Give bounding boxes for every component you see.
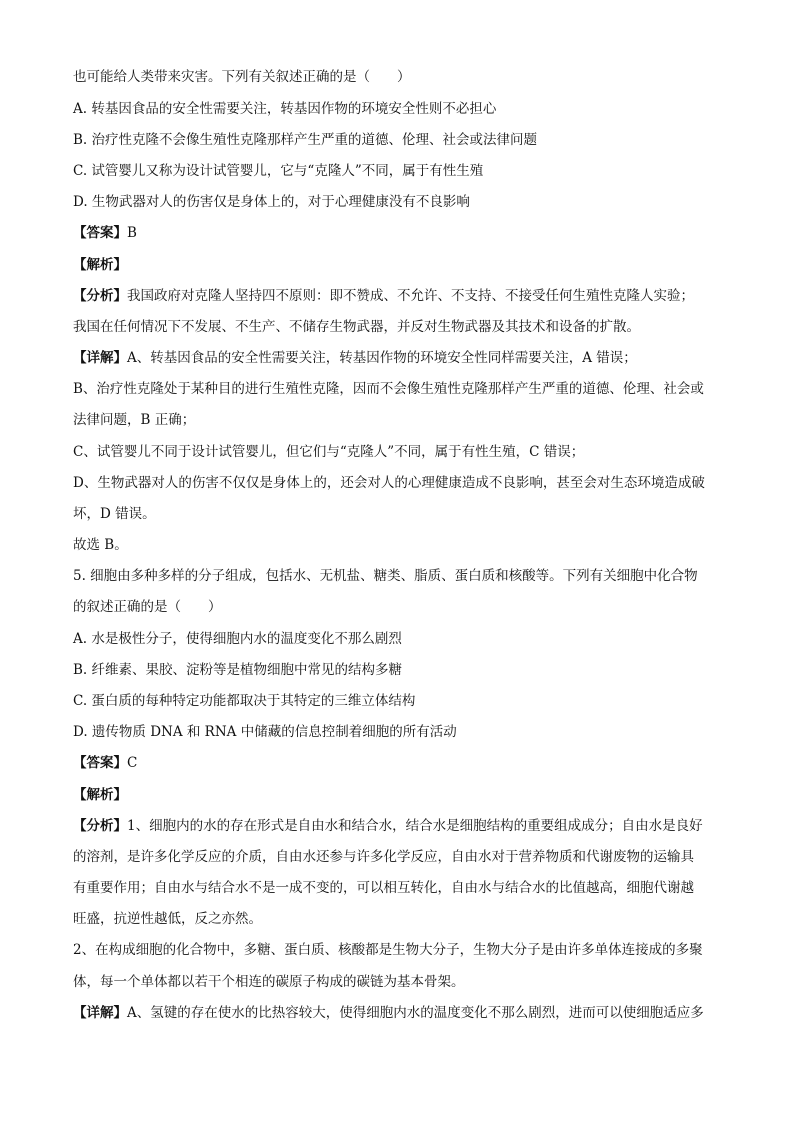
- q5-option-c: C. 蛋白质的每种特定功能都取决于其特定的三维立体结构: [73, 693, 416, 709]
- answer-value: B: [127, 225, 137, 241]
- q5-fenxi-line: 有重要作用；自由水与结合水不是一成不变的，可以相互转化，自由水与结合水的比值越高，细胞代谢越: [73, 880, 694, 896]
- q5-stem-line: 的叙述正确的是（ ）: [73, 599, 222, 615]
- q5-fenxi-line: [73, 817, 733, 835]
- answer-tag: 【答案】: [73, 225, 127, 241]
- q5-fenxi-line: 2、在构成细胞的化合物中，多糖、蛋白质、核酸都是生物大分子，生物大分子是由许多单体连接成的多聚: [73, 942, 703, 958]
- q4-option-c: C. 试管婴儿又称为设计试管婴儿，它与“克隆人”不同，属于有性生殖: [73, 163, 484, 179]
- q4-conclusion: 故选 B。: [73, 537, 128, 553]
- q5-fenxi-line: 体，每一个单体都以若干个相连的碳原子构成的碳链为基本骨架。: [73, 974, 465, 990]
- q4-option-a: A. 转基因食品的安全性需要关注，转基因作物的环境安全性则不必担心: [73, 101, 497, 117]
- q4-option-b: B. 治疗性克隆不会像生殖性克隆那样产生严重的道德、伦理、社会或法律问题: [73, 132, 538, 148]
- q4-analysis-tag: 【解析】: [73, 257, 127, 273]
- q4-xiangjie-line: [73, 349, 733, 367]
- xiangjie-text: A、氢键的存在使水的比热容较大，使得细胞内水的温度变化不那么剧烈，进而可以使细胞适应多: [127, 1005, 704, 1021]
- fenxi-tag: 【分析】: [73, 818, 127, 834]
- q4-xiangjie-line: D、生物武器对人的伤害不仅仅是身体上的，还会对人的心理健康造成不良影响，甚至会对生态环境造成破: [73, 475, 705, 491]
- q4-option-d: D. 生物武器对人的伤害仅是身体上的，对于心理健康没有不良影响: [73, 194, 470, 210]
- q5-option-d: D. 遗传物质 DNA 和 RNA 中储藏的信息控制着细胞的所有活动: [73, 724, 457, 740]
- q5-analysis-tag: 【解析】: [73, 787, 127, 803]
- answer-value: C: [127, 755, 138, 771]
- fenxi-text: 1、细胞内的水的存在形式是自由水和结合水，结合水是细胞结构的重要组成成分；自由水是良好: [127, 818, 703, 834]
- q5-option-a: A. 水是极性分子，使得细胞内水的温度变化不那么剧烈: [73, 631, 402, 647]
- q5-option-b: B. 纤维素、果胶、淀粉等是植物细胞中常见的结构多糖: [73, 662, 403, 678]
- q5-fenxi-line: 的溶剂，是许多化学反应的介质，自由水还参与许多化学反应，自由水对于营养物质和代谢废物的运输具: [73, 849, 694, 865]
- q5-stem-line: 5. 细胞由多种多样的分子组成，包括水、无机盐、糖类、脂质、蛋白质和核酸等。下列有关细胞中化合物: [73, 568, 698, 584]
- xiangjie-text: A、转基因食品的安全性需要关注，转基因作物的环境安全性同样需要关注，A 错误；: [127, 350, 637, 366]
- answer-tag: 【答案】: [73, 755, 127, 771]
- q4-fenxi-line: 我国在任何情况下不发展、不生产、不储存生物武器，并反对生物武器及其技术和设备的扩散。: [73, 319, 640, 335]
- fenxi-text: 我国政府对克隆人坚持四不原则：即不赞成、不允许、不支持、不接受任何生殖性克隆人实验；: [127, 288, 694, 304]
- xiangjie-tag: 【详解】: [73, 350, 127, 366]
- q4-xiangjie-line: 法律问题，B 正确；: [73, 412, 196, 428]
- fenxi-tag: 【分析】: [73, 288, 127, 304]
- q4-xiangjie-line: C、试管婴儿不同于设计试管婴儿，但它们与“克隆人”不同，属于有性生殖，C 错误；: [73, 444, 585, 460]
- q5-answer: [73, 754, 733, 772]
- xiangjie-tag: 【详解】: [73, 1005, 127, 1021]
- q5-xiangjie-line: [73, 1004, 733, 1022]
- q4-answer: [73, 224, 733, 242]
- q4-fenxi-line: [73, 287, 733, 305]
- q5-fenxi-line: 旺盛，抗逆性越低，反之亦然。: [73, 911, 262, 927]
- q4-stem-tail: 也可能给人类带来灾害。下列有关叙述正确的是（ ）: [73, 69, 411, 85]
- q4-xiangjie-line: 坏，D 错误。: [73, 506, 156, 522]
- q4-xiangjie-line: B、治疗性克隆处于某种目的进行生殖性克隆，因而不会像生殖性克隆那样产生严重的道德、伦理、社会或: [73, 381, 704, 397]
